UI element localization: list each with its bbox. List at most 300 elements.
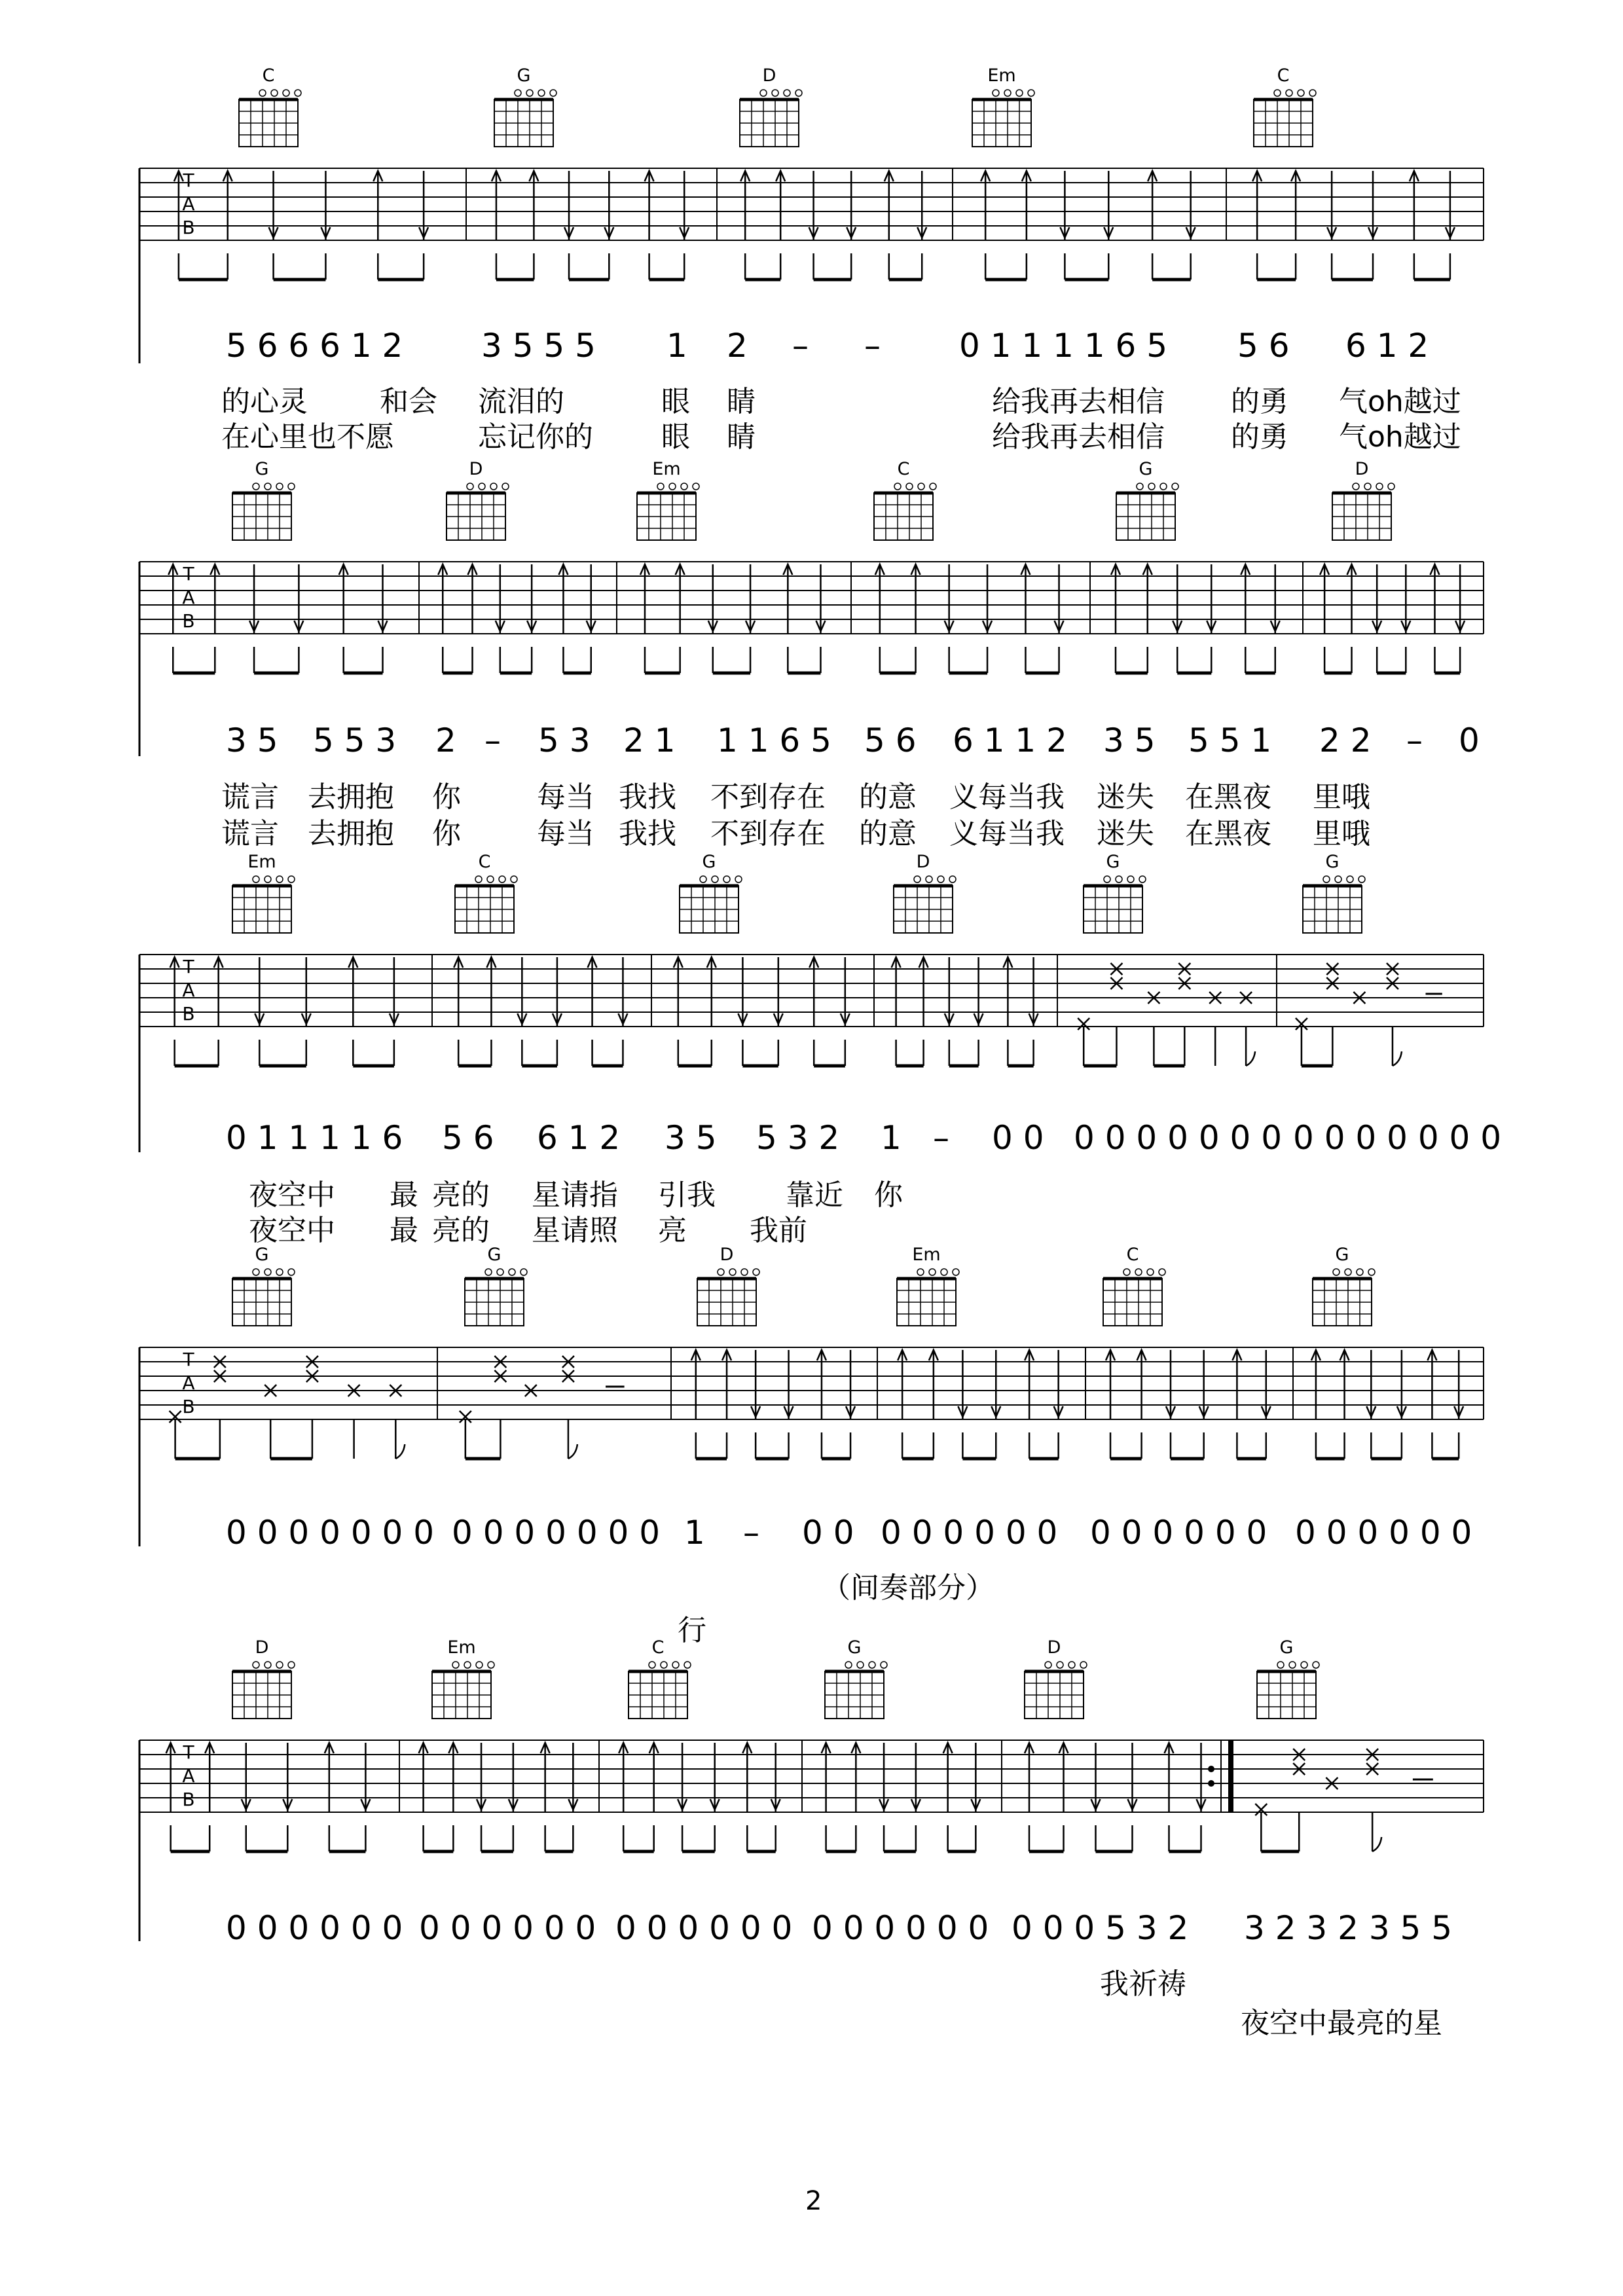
chord-name: C	[651, 1637, 665, 1658]
open-string-icon	[700, 876, 706, 883]
jianpu-r2-4: 5 3	[538, 721, 591, 759]
open-string-icon	[914, 876, 921, 883]
lyric-r1b-0: 在心里也不愿	[221, 420, 394, 454]
open-string-icon	[1148, 483, 1155, 490]
lyric-r3a-3: 星请指	[532, 1178, 618, 1212]
open-string-icon	[869, 1662, 875, 1668]
lyric-r1b-2: 眼	[661, 420, 690, 454]
jianpu-r2-7: 5 6	[864, 721, 917, 759]
open-string-icon	[1172, 483, 1178, 490]
chord-name: Em	[447, 1637, 476, 1658]
jianpu-r4-6: 0 0 0 0 0 0	[1090, 1514, 1267, 1552]
open-string-icon	[1368, 1269, 1375, 1275]
jianpu-r4-1: 0 0 0 0 0 0 0	[452, 1514, 661, 1552]
jianpu-r2-1: 5 5 3	[313, 721, 397, 759]
jianpu-r1-2: 1	[666, 327, 687, 365]
lyric-r2b-9: 在黑夜	[1185, 817, 1271, 850]
note-flag	[568, 1444, 577, 1459]
jianpu-r4-5: 0 0 0 0 0 0	[881, 1514, 1058, 1552]
chord-name: C	[1277, 65, 1290, 86]
open-string-icon	[657, 483, 664, 490]
jianpu-r2-9: 3 5	[1103, 721, 1156, 759]
lyric-r2b-7: 义每当我	[949, 817, 1065, 850]
interlude-annotation: （间奏部分）	[822, 1571, 994, 1605]
chord-diagram-em	[897, 1245, 959, 1326]
open-string-icon	[288, 1269, 295, 1275]
open-string-icon	[1147, 1269, 1154, 1275]
open-string-icon	[253, 483, 259, 490]
chord-diagram-g	[1257, 1637, 1319, 1719]
open-string-icon	[515, 90, 521, 96]
repeat-thick-bar	[1228, 1740, 1233, 1812]
open-string-icon	[283, 90, 289, 96]
jianpu-r5-3: 0 0 0 0 0 0	[812, 1909, 989, 1947]
chord-name: D	[1355, 459, 1369, 479]
jianpu-r3-7: 0 0	[992, 1119, 1044, 1157]
lyric-r1b-1: 忘记你的	[478, 420, 593, 454]
chord-name: G	[487, 1245, 501, 1265]
open-string-icon	[1159, 1269, 1165, 1275]
open-string-icon	[753, 1269, 759, 1275]
open-string-icon	[669, 483, 676, 490]
lyric-r3a-0: 夜空中	[249, 1178, 335, 1212]
lyric-r2b-4: 我找	[619, 817, 676, 850]
jianpu-r5-5: 3 2 3 2 3 5 5	[1244, 1909, 1453, 1947]
lyric-r2a-8: 迷失	[1097, 780, 1154, 814]
chord-diagram-d	[894, 852, 956, 933]
lyric-r1b-6: 气oh越过	[1339, 420, 1461, 454]
chord-name: Em	[987, 65, 1016, 86]
open-string-icon	[520, 1269, 527, 1275]
open-string-icon	[1347, 876, 1353, 883]
open-string-icon	[452, 1662, 459, 1668]
jianpu-r1-4: –	[792, 327, 809, 365]
chord-name: Em	[247, 852, 276, 872]
chord-diagram-d	[1332, 459, 1395, 540]
open-string-icon	[1298, 90, 1304, 96]
open-string-icon	[264, 1662, 271, 1668]
measure	[1255, 1749, 1432, 1851]
jianpu-r3-6: –	[933, 1119, 949, 1157]
open-string-icon	[845, 1662, 852, 1668]
chord-diagram-em	[232, 852, 295, 933]
open-string-icon	[930, 483, 936, 490]
open-string-icon	[485, 1269, 492, 1275]
open-string-icon	[938, 876, 944, 883]
lyric-r2b-0: 谎言	[221, 817, 279, 850]
lyric-r3b-3: 星请照	[532, 1214, 618, 1247]
chord-diagram-c	[1103, 1245, 1165, 1326]
open-string-icon	[1104, 876, 1110, 883]
chord-name: G	[1106, 852, 1120, 872]
lyric-r2a-4: 我找	[619, 780, 676, 814]
jianpu-r1-8: 6 1 2	[1345, 327, 1429, 365]
page-number: 2	[805, 2186, 822, 2216]
open-string-icon	[1359, 876, 1365, 883]
open-string-icon	[918, 483, 924, 490]
open-string-icon	[1028, 90, 1034, 96]
open-string-icon	[502, 483, 509, 490]
jianpu-r4-2: 1	[684, 1514, 705, 1552]
tab-letter-t: T	[183, 1349, 194, 1370]
open-string-icon	[1137, 483, 1143, 490]
open-string-icon	[264, 483, 271, 490]
jianpu-r2-2: 2	[435, 721, 456, 759]
jianpu-r3-8: 0 0 0 0 0 0 0	[1074, 1119, 1283, 1157]
open-string-icon	[1004, 90, 1011, 96]
jianpu-r3-3: 3 5	[665, 1119, 717, 1157]
open-string-icon	[253, 1662, 259, 1668]
lyric-r3b-0: 夜空中	[249, 1214, 335, 1247]
measure	[1078, 963, 1255, 1066]
open-string-icon	[929, 1269, 936, 1275]
open-string-icon	[1160, 483, 1167, 490]
lyric-r3a-2: 亮的	[432, 1178, 490, 1212]
lyric-r1b-3: 睛	[727, 420, 756, 454]
open-string-icon	[1345, 1269, 1351, 1275]
open-string-icon	[253, 1269, 259, 1275]
chord-name: G	[255, 459, 269, 479]
tab-letter-t: T	[183, 563, 194, 585]
open-string-icon	[729, 1269, 736, 1275]
lyric-r3a-4: 引我	[658, 1178, 716, 1212]
open-string-icon	[288, 1662, 295, 1668]
chord-diagram-g	[465, 1245, 527, 1326]
chord-diagram-g	[1313, 1245, 1375, 1326]
repeat-dot	[1208, 1766, 1214, 1772]
tab-letter-b: B	[182, 1396, 195, 1417]
open-string-icon	[906, 483, 913, 490]
open-string-icon	[718, 1269, 724, 1275]
chord-diagram-em	[432, 1637, 494, 1719]
open-string-icon	[1127, 876, 1134, 883]
open-string-icon	[672, 1662, 679, 1668]
chord-diagram-d	[740, 65, 802, 147]
lyric-r3b-4: 亮	[658, 1214, 687, 1247]
tab-letter-b: B	[182, 1789, 195, 1810]
tab-letter-t: T	[183, 170, 194, 191]
jianpu-r3-2: 6 1 2	[537, 1119, 621, 1157]
lyric-r5b-0: 夜空中最亮的星	[1241, 2007, 1442, 2040]
jianpu-r2-6: 1 1 6 5	[717, 721, 831, 759]
open-string-icon	[276, 483, 283, 490]
lyric-r1a-6: 的勇	[1231, 385, 1288, 418]
open-string-icon	[1309, 90, 1316, 96]
lyric-r2a-1: 去拥抱	[308, 780, 394, 814]
open-string-icon	[795, 90, 802, 96]
lyric-r3b-1: 最	[390, 1214, 418, 1247]
lyric-r1a-4: 睛	[727, 385, 756, 418]
lyric-r2b-10: 里哦	[1313, 817, 1370, 850]
chord-name: C	[897, 459, 910, 479]
open-string-icon	[259, 90, 266, 96]
open-string-icon	[953, 1269, 959, 1275]
lyric-r2b-3: 每当	[537, 817, 594, 850]
open-string-icon	[784, 90, 790, 96]
open-string-icon	[1016, 90, 1023, 96]
open-string-icon	[488, 1662, 494, 1668]
jianpu-r1-3: 2	[727, 327, 748, 365]
lyric-r2b-5: 不到存在	[710, 817, 826, 850]
open-string-icon	[276, 1662, 283, 1668]
jianpu-r4-4: 0 0	[802, 1514, 854, 1552]
lyric-r1a-2: 流泪的	[478, 385, 564, 418]
open-string-icon	[464, 1662, 471, 1668]
chord-name: D	[1047, 1637, 1061, 1658]
lyric-r3a-1: 最	[390, 1178, 418, 1212]
lyric-r1a-1: 和会	[380, 385, 437, 418]
chord-diagram-d	[1025, 1637, 1087, 1719]
chord-diagram-d	[697, 1245, 759, 1326]
open-string-icon	[772, 90, 778, 96]
open-string-icon	[723, 876, 730, 883]
open-string-icon	[941, 1269, 947, 1275]
chord-diagram-c	[455, 852, 517, 933]
open-string-icon	[735, 876, 742, 883]
open-string-icon	[253, 876, 259, 883]
chord-name: G	[847, 1637, 862, 1658]
jianpu-r2-0: 3 5	[226, 721, 278, 759]
chord-name: D	[469, 459, 483, 479]
open-string-icon	[949, 876, 956, 883]
lyric-r1a-0: 的心灵	[221, 385, 308, 418]
open-string-icon	[1045, 1662, 1051, 1668]
lyric-r2b-2: 你	[432, 817, 461, 850]
jianpu-r1-7: 5 6	[1237, 327, 1290, 365]
open-string-icon	[538, 90, 545, 96]
chord-name: G	[702, 852, 716, 872]
open-string-icon	[684, 1662, 691, 1668]
chord-name: D	[720, 1245, 734, 1265]
lyric-r1b-5: 的勇	[1231, 420, 1288, 454]
jianpu-r2-11: 2 2	[1319, 721, 1372, 759]
jianpu-r3-5: 1	[881, 1119, 902, 1157]
jianpu-r4-7: 0 0 0 0 0 0	[1295, 1514, 1472, 1552]
open-string-icon	[1323, 876, 1330, 883]
open-string-icon	[1289, 1662, 1296, 1668]
open-string-icon	[264, 876, 271, 883]
chord-name: G	[255, 1245, 269, 1265]
jianpu-r2-10: 5 5 1	[1188, 721, 1272, 759]
chord-diagram-g	[1303, 852, 1365, 933]
lyric-r3a-6: 你	[874, 1178, 903, 1212]
tab-letter-b: B	[182, 1003, 195, 1025]
open-string-icon	[490, 483, 497, 490]
chord-diagrams	[232, 65, 1395, 1719]
chord-name: D	[255, 1637, 269, 1658]
open-string-icon	[487, 876, 494, 883]
pre-lyric-xing: 行	[678, 1614, 706, 1647]
lyric-r2a-6: 的意	[859, 780, 917, 814]
tab-letter-b: B	[182, 610, 195, 632]
open-string-icon	[712, 876, 718, 883]
tab-letter-a: A	[182, 587, 195, 608]
open-string-icon	[881, 1662, 887, 1668]
measure	[1296, 963, 1442, 1066]
open-string-icon	[1135, 1269, 1142, 1275]
tab-letter-b: B	[182, 217, 195, 238]
chord-diagram-g	[825, 1637, 887, 1719]
open-string-icon	[926, 876, 932, 883]
open-string-icon	[857, 1662, 864, 1668]
jianpu-r3-9: 0 0 0 0 0 0 0	[1293, 1119, 1502, 1157]
open-string-icon	[1277, 1662, 1284, 1668]
open-string-icon	[917, 1269, 924, 1275]
open-string-icon	[479, 483, 485, 490]
chord-diagram-g	[232, 1245, 295, 1326]
open-string-icon	[276, 876, 283, 883]
lyric-r3b-5: 我前	[750, 1214, 807, 1247]
jianpu-r2-12: –	[1406, 721, 1423, 759]
lyric-r1a-5: 给我再去相信	[992, 385, 1165, 418]
jianpu-r2-8: 6 1 1 2	[953, 721, 1067, 759]
tab-letter-t: T	[183, 956, 194, 977]
lyric-r2a-7: 义每当我	[949, 780, 1065, 814]
tab-letter-t: T	[183, 1741, 194, 1763]
lyric-r2b-6: 的意	[859, 817, 917, 850]
jianpu-r4-0: 0 0 0 0 0 0 0	[226, 1514, 435, 1552]
note-flag	[1246, 1051, 1255, 1066]
chord-name: Em	[652, 459, 681, 479]
open-string-icon	[1286, 90, 1292, 96]
jianpu-r5-1: 0 0 0 0 0 0	[419, 1909, 596, 1947]
open-string-icon	[509, 1269, 515, 1275]
chord-diagram-d	[447, 459, 509, 540]
lyric-r2b-1: 去拥抱	[308, 817, 394, 850]
tab-letter-a: A	[182, 1372, 195, 1394]
open-string-icon	[1301, 1662, 1307, 1668]
chord-name: C	[1126, 1245, 1139, 1265]
open-string-icon	[649, 1662, 655, 1668]
chord-name: D	[762, 65, 776, 86]
chord-name: G	[1335, 1245, 1349, 1265]
lyric-r2a-10: 里哦	[1313, 780, 1370, 814]
open-string-icon	[661, 1662, 667, 1668]
chord-name: G	[1139, 459, 1153, 479]
jianpu-r2-13: 0	[1459, 721, 1480, 759]
notation-text	[221, 327, 1501, 2216]
jianpu-r3-0: 0 1 1 1 1 6	[226, 1119, 403, 1157]
note-flag	[1372, 1837, 1381, 1851]
lyric-r2b-8: 迷失	[1097, 817, 1154, 850]
open-string-icon	[1116, 876, 1122, 883]
open-string-icon	[760, 90, 767, 96]
open-string-icon	[1357, 1269, 1363, 1275]
open-string-icon	[276, 1269, 283, 1275]
note-flag	[1393, 1051, 1402, 1066]
jianpu-r1-5: –	[864, 327, 881, 365]
chord-diagram-g	[1116, 459, 1178, 540]
tab-letter-a: A	[182, 979, 195, 1001]
lyric-r2a-3: 每当	[537, 780, 594, 814]
chord-diagram-g	[1084, 852, 1146, 933]
open-string-icon	[550, 90, 556, 96]
open-string-icon	[894, 483, 901, 490]
jianpu-r2-3: –	[484, 721, 501, 759]
open-string-icon	[1353, 483, 1359, 490]
chord-name: Em	[912, 1245, 941, 1265]
open-string-icon	[1313, 1662, 1319, 1668]
open-string-icon	[1364, 483, 1371, 490]
open-string-icon	[993, 90, 999, 96]
chord-diagram-g	[232, 459, 295, 540]
open-string-icon	[1376, 483, 1383, 490]
open-string-icon	[499, 876, 505, 883]
chord-diagram-d	[232, 1637, 295, 1719]
lyric-r2a-5: 不到存在	[710, 780, 826, 814]
open-string-icon	[526, 90, 533, 96]
open-string-icon	[475, 876, 482, 883]
open-string-icon	[1274, 90, 1281, 96]
lyric-r2a-9: 在黑夜	[1185, 780, 1271, 814]
jianpu-r2-5: 2 1	[623, 721, 676, 759]
open-string-icon	[1068, 1662, 1075, 1668]
open-string-icon	[1388, 483, 1395, 490]
open-string-icon	[288, 876, 295, 883]
tab-letter-a: A	[182, 1765, 195, 1787]
chord-diagram-c	[1254, 65, 1316, 147]
chord-name: G	[517, 65, 531, 86]
chord-diagram-c	[239, 65, 301, 147]
open-string-icon	[1335, 876, 1341, 883]
measure	[460, 1356, 625, 1459]
chord-diagram-c	[874, 459, 936, 540]
jianpu-r5-4: 0 0 0 5 3 2	[1012, 1909, 1189, 1947]
open-string-icon	[295, 90, 301, 96]
open-string-icon	[1123, 1269, 1130, 1275]
jianpu-r4-3: –	[743, 1514, 759, 1552]
lyric-r5a-0: 我祈祷	[1100, 1967, 1186, 2001]
chord-name: C	[478, 852, 491, 872]
chord-diagram-g	[494, 65, 556, 147]
jianpu-r5-2: 0 0 0 0 0 0	[615, 1909, 793, 1947]
open-string-icon	[1139, 876, 1146, 883]
open-string-icon	[288, 483, 295, 490]
repeat-dot	[1208, 1780, 1214, 1787]
measure	[170, 1356, 405, 1459]
open-string-icon	[511, 876, 517, 883]
open-string-icon	[681, 483, 687, 490]
open-string-icon	[264, 1269, 271, 1275]
lyric-r1b-4: 给我再去相信	[992, 420, 1165, 454]
chord-name: C	[262, 65, 275, 86]
jianpu-r1-0: 5 6 6 6 1 2	[226, 327, 403, 365]
chord-diagram-em	[637, 459, 699, 540]
open-string-icon	[693, 483, 699, 490]
jianpu-r5-0: 0 0 0 0 0 0	[226, 1909, 403, 1947]
tab-letter-a: A	[182, 193, 195, 215]
lyric-r1a-7: 气oh越过	[1339, 385, 1461, 418]
lyric-r2a-0: 谎言	[221, 780, 279, 814]
open-string-icon	[1333, 1269, 1340, 1275]
jianpu-r3-4: 5 3 2	[756, 1119, 840, 1157]
open-string-icon	[467, 483, 473, 490]
open-string-icon	[1057, 1662, 1063, 1668]
chord-diagram-g	[680, 852, 742, 933]
open-string-icon	[741, 1269, 748, 1275]
jianpu-r1-1: 3 5 5 5	[481, 327, 596, 365]
open-string-icon	[1080, 1662, 1087, 1668]
chord-diagram-em	[972, 65, 1034, 147]
chord-diagram-c	[629, 1637, 691, 1719]
note-flag	[395, 1444, 405, 1459]
chord-name: G	[1279, 1637, 1294, 1658]
jianpu-r3-1: 5 6	[442, 1119, 494, 1157]
open-string-icon	[476, 1662, 483, 1668]
open-string-icon	[497, 1269, 503, 1275]
lyric-r1a-3: 眼	[661, 385, 690, 418]
lyric-r2a-2: 你	[432, 780, 461, 814]
